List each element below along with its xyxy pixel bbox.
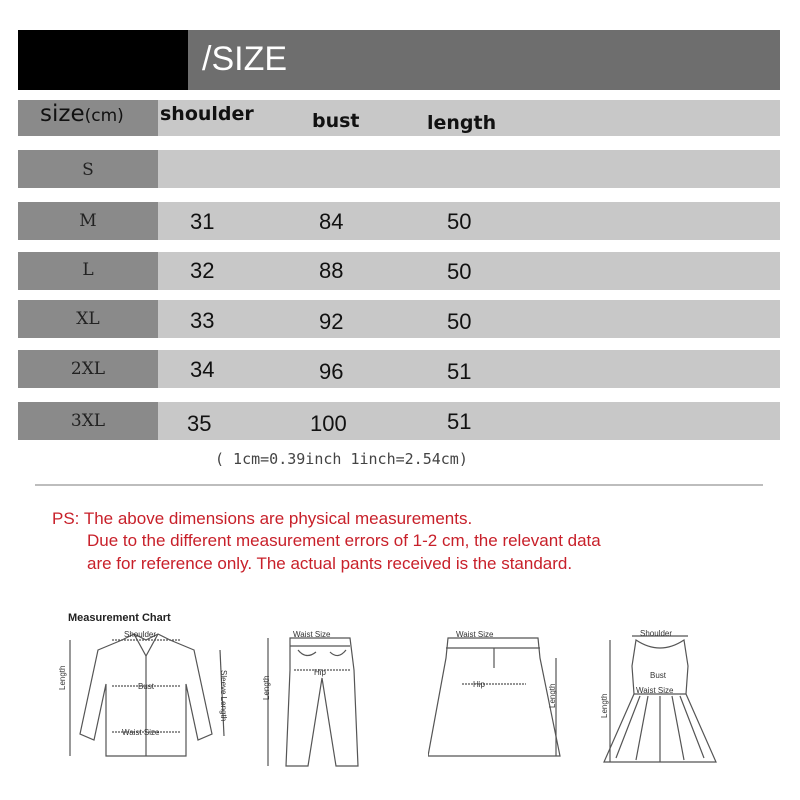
column-header-shoulder: shoulder — [160, 103, 254, 125]
skirt-diagram — [428, 628, 568, 773]
divider — [35, 484, 763, 486]
skirt-hip-label: Hip — [473, 680, 486, 689]
bust-value: 88 — [319, 258, 344, 283]
size-label: 3XL — [70, 411, 106, 431]
size-label: S — [82, 160, 94, 180]
shirt-waist-label: Waist Size — [122, 728, 160, 737]
bust-value: 100 — [310, 411, 347, 436]
shoulder-value: 34 — [190, 357, 215, 382]
column-header-bust: bust — [312, 110, 360, 132]
shirt-diagram — [62, 626, 237, 771]
size-label: XL — [76, 309, 100, 329]
shoulder-value: 33 — [190, 308, 215, 333]
shirt-shoulder-label: Shoulder — [124, 630, 157, 639]
size-label: L — [82, 260, 94, 280]
page-title: /SIZE — [202, 40, 288, 78]
shirt-length-label: Length — [58, 665, 67, 690]
length-value: 50 — [447, 309, 472, 334]
skirt-length-label: Length — [548, 683, 557, 708]
bust-value: 92 — [319, 309, 344, 334]
length-value: 51 — [447, 359, 472, 384]
size-label: 2XL — [70, 359, 106, 379]
pants-diagram — [258, 628, 368, 773]
unit-conversion-note: ( 1cm=0.39inch 1inch=2.54cm) — [215, 450, 468, 468]
length-value: 51 — [447, 409, 472, 434]
note-line-1: PS: The above dimensions are physical measurements. — [52, 509, 473, 528]
shoulder-value: 31 — [190, 209, 215, 234]
dress-bust-label: Bust — [650, 671, 667, 680]
shirt-sleeve-label: Sleeve Length — [219, 670, 228, 722]
dress-diagram — [596, 626, 726, 774]
column-header-length: length — [427, 112, 497, 134]
pants-waist-label: Waist Size — [293, 630, 331, 639]
size-label: M — [79, 211, 97, 231]
skirt-waist-label: Waist Size — [456, 630, 494, 639]
shoulder-value: 32 — [190, 258, 215, 283]
dress-waist-label: Waist Size — [636, 686, 674, 695]
note-line-3: are for reference only. The actual pants received is the standard. — [87, 554, 573, 573]
bust-value: 84 — [319, 209, 344, 234]
length-value: 50 — [447, 259, 472, 284]
header-brand-block — [18, 30, 188, 90]
length-value: 50 — [447, 209, 472, 234]
size-heading-unit: (cm) — [84, 106, 124, 126]
dress-shoulder-label: Shoulder — [640, 629, 673, 638]
size-heading — [40, 101, 124, 127]
shirt-bust-label: Bust — [138, 682, 155, 691]
dress-length-label: Length — [600, 693, 609, 718]
bust-value: 96 — [319, 359, 344, 384]
pants-hip-label: Hip — [314, 668, 327, 677]
size-heading-word: size — [40, 101, 85, 127]
measurement-chart-title: Measurement Chart — [68, 612, 171, 624]
note-line-2: Due to the different measurement errors of 1-2 cm, the relevant data — [87, 531, 601, 550]
shoulder-value: 35 — [187, 411, 212, 436]
pants-length-label: Length — [262, 675, 271, 700]
